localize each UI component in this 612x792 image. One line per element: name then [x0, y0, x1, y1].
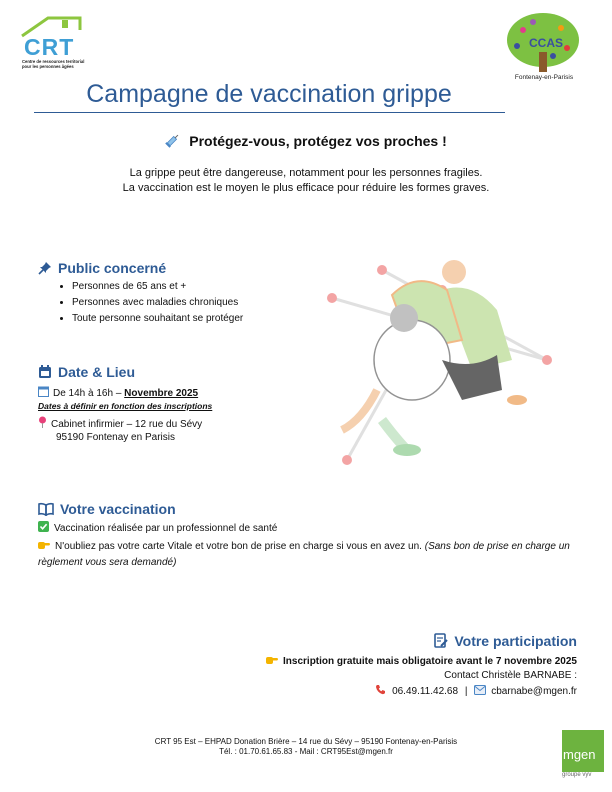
date-line	[38, 386, 198, 400]
participation-heading	[434, 633, 577, 649]
pointing-hand-icon	[38, 539, 50, 550]
intro-line: La grippe peut être dangereuse, notamment pour les personnes fragiles.	[129, 167, 483, 179]
list-item: • Personnes avec maladies chroniques	[72, 295, 243, 311]
vaccination-line-1	[38, 521, 277, 535]
list-item: • Toute personne souhaitant se protéger	[72, 311, 243, 327]
date-month: Novembre 2025	[124, 388, 199, 399]
address-line-2: 95190 Fontenay en Parisis	[56, 432, 175, 443]
page-title: Campagne de vaccination grippe	[86, 80, 452, 108]
pushpin-icon	[38, 261, 52, 275]
address-text-1: Cabinet infirmier – 12 rue du Sévy	[51, 419, 203, 430]
calendar-small-icon	[38, 386, 49, 397]
participation-contact: Contact Christèle BARNABE :	[444, 670, 577, 681]
public-heading-text: Public concerné	[58, 260, 167, 276]
public-heading	[38, 260, 166, 276]
syringe-icon	[165, 132, 181, 148]
mgen-tagline: groupe vyv	[562, 772, 592, 778]
participation-line-1	[266, 654, 577, 668]
address-line-1	[38, 416, 202, 431]
participation-heading-text: Votre participation	[454, 633, 577, 649]
public-list	[54, 279, 243, 327]
date-note: Dates à définir en fonction des inscriptions	[38, 401, 213, 411]
vaccination-line-2	[38, 539, 583, 571]
date-hours: De 14h à 16h –	[53, 388, 125, 399]
check-mark-icon	[38, 521, 49, 532]
date-heading	[38, 364, 135, 380]
form-edit-icon	[434, 633, 448, 648]
ccas-logo-text: CCAS	[529, 36, 564, 50]
open-book-icon	[38, 502, 54, 516]
contact-separator: |	[464, 686, 468, 697]
intro-line: La vaccination est le moyen le plus efficace pour réduire les formes graves.	[122, 182, 490, 194]
crt-logo	[18, 14, 90, 70]
footer-address: CRT 95 Est – EHPAD Donation Brière – 14 rue du Sévy – 95190 Fontenay-en-Parisis	[154, 737, 458, 746]
email-address[interactable]: cbarnabe@mgen.fr	[491, 686, 577, 697]
mgen-logo	[562, 730, 604, 772]
ccas-logo-subtitle: Fontenay-en-Parisis	[514, 74, 574, 81]
location-pin-icon	[38, 416, 47, 428]
mgen-logo-text: mgen	[563, 747, 596, 762]
pointing-hand-icon	[266, 654, 278, 665]
ccas-logo	[505, 12, 581, 86]
crt-logo-text: CRT	[24, 34, 75, 60]
crt-logo-subtitle: Centre de ressources territorial pour les personnes âgées	[22, 59, 85, 69]
phone-number[interactable]: 06.49.11.42.68	[392, 686, 459, 697]
subtitle	[0, 132, 612, 149]
vaccination-heading-text: Votre vaccination	[60, 501, 176, 517]
title-divider	[34, 112, 505, 113]
list-item: • Personnes de 65 ans et +	[72, 279, 243, 295]
calendar-icon	[38, 365, 52, 379]
vaccination-heading	[38, 501, 176, 517]
date-heading-text: Date & Lieu	[58, 364, 136, 380]
vaccination-illustration	[322, 250, 584, 470]
footer-contact: Tél. : 01.70.61.65.83 - Mail : CRT95Est@mgen.fr	[219, 747, 393, 756]
phone-icon	[375, 684, 386, 695]
envelope-icon	[474, 685, 486, 695]
participation-text-1: Inscription gratuite mais obligatoire avant le 7 novembre 2025	[283, 656, 577, 667]
subtitle-text: Protégez-vous, protégez vos proches !	[189, 133, 447, 149]
intro-text	[0, 166, 612, 196]
vaccination-text-1: Vaccination réalisée par un professionnel de santé	[54, 523, 278, 534]
vaccination-text-2: N'oubliez pas votre carte Vitale et votre bon de prise en charge si vous en avez un.	[55, 541, 422, 552]
vaccination-note: (Sans bon de prise en charge un règlement vous sera demandé)	[38, 541, 570, 568]
participation-contact-details	[375, 684, 577, 698]
